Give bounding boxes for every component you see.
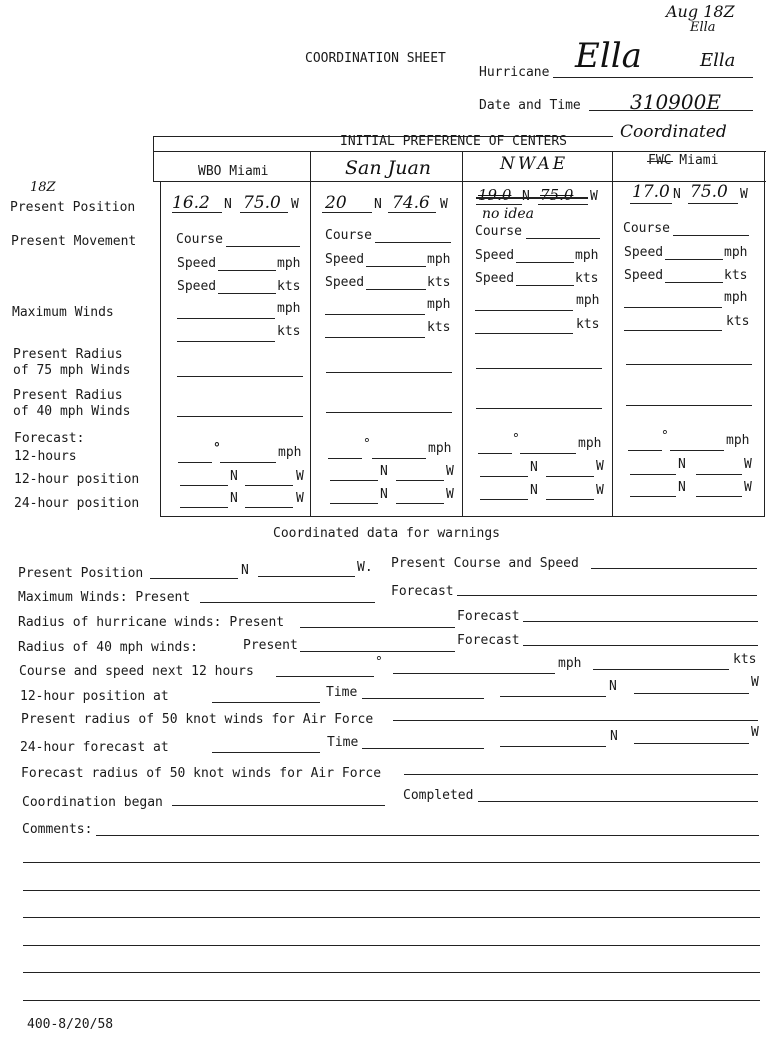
p12-w: W <box>596 459 604 474</box>
corner-note-name: Ella <box>690 20 716 35</box>
table-right-border <box>764 151 765 516</box>
maxwind-kts-unit: kts <box>576 317 600 332</box>
pos-lon-line <box>538 204 588 205</box>
speed-kts-line <box>665 282 723 283</box>
w-radius50-forecast: Forecast radius of 50 knot winds for Air Force <box>21 766 382 781</box>
w-cs12-mph: mph <box>558 656 582 671</box>
p12-n: N <box>678 457 686 472</box>
w-maxwind-line <box>200 602 375 603</box>
radius40-line <box>626 405 752 406</box>
maxwind-kts-line <box>624 330 722 331</box>
time-note: 18Z <box>30 180 56 195</box>
p12-n-line <box>330 480 378 481</box>
pos-lat: 17.0 <box>632 182 670 202</box>
fc-deg: ° <box>213 441 221 456</box>
w-12-w: W <box>751 675 759 690</box>
row-forecast: Forecast: <box>14 431 85 446</box>
p12-n-line <box>630 474 676 475</box>
w-forecast-1-line <box>457 595 757 596</box>
kts-unit: kts <box>724 268 748 283</box>
row-24-position: 24-hour position <box>14 496 140 511</box>
kts-unit: kts <box>575 271 599 286</box>
maxwind-mph-unit: mph <box>427 297 451 312</box>
w-radius50-present: Present radius of 50 knot winds for Air Force <box>21 712 374 727</box>
row-radius75-1: Present Radius <box>13 347 123 362</box>
row-12-hours: 12-hours <box>14 449 77 464</box>
fc-mph-line <box>520 453 576 454</box>
w-comments: Comments: <box>22 822 93 837</box>
w-present-course-speed: Present Course and Speed <box>391 556 579 571</box>
fwc-strike <box>647 161 673 162</box>
p12-w: W <box>446 464 454 479</box>
pos-lat-line <box>172 212 222 213</box>
p12-w: W <box>744 457 752 472</box>
radius75-line <box>326 372 452 373</box>
pos-w: W <box>291 197 299 212</box>
pos-lon: 75.0 <box>540 186 574 204</box>
w-comment-line-4 <box>23 917 760 918</box>
w-completed: Completed <box>403 788 474 803</box>
w-24-forecast-line <box>212 752 320 753</box>
p24-w-line <box>396 503 444 504</box>
course-label: Course <box>325 228 372 243</box>
warnings-heading: Coordinated data for warnings <box>273 526 500 541</box>
w-comment-line-2 <box>23 862 760 863</box>
w-coordination-began: Coordination began <box>22 795 163 810</box>
table-heading: INITIAL PREFERENCE OF CENTERS <box>340 134 567 149</box>
table-col-divider-2 <box>462 151 463 516</box>
w-comment-line-3 <box>23 890 760 891</box>
w-forecast-1: Forecast <box>391 584 454 599</box>
w-radius50-present-line <box>393 720 758 721</box>
p12-n: N <box>530 460 538 475</box>
w-radius-40: Radius of 40 mph winds: <box>18 640 199 655</box>
fc-deg-line <box>478 453 512 454</box>
row-present-movement: Present Movement <box>11 234 137 249</box>
pos-note: no idea <box>482 206 534 222</box>
course-label: Course <box>176 232 223 247</box>
fc-mph: mph <box>726 433 750 448</box>
fc-mph: mph <box>428 441 452 456</box>
maxwind-kts-unit: kts <box>277 324 301 339</box>
pos-lon-line <box>388 212 436 213</box>
radius40-line <box>326 412 452 413</box>
w-comment-line-5 <box>23 945 760 946</box>
maxwind-mph-unit: mph <box>277 301 301 316</box>
p24-n-line <box>330 503 378 504</box>
datetime-label: Date and Time <box>479 98 581 113</box>
w-comment-line-7 <box>23 1000 760 1001</box>
w-comment-line-1 <box>96 835 759 836</box>
w-maximum-winds: Maximum Winds: Present <box>18 590 191 605</box>
maxwind-mph-unit: mph <box>576 293 600 308</box>
row-present-position: Present Position <box>10 200 136 215</box>
table-bottom-border <box>160 516 765 517</box>
w-cs12-kts-line <box>593 669 729 670</box>
p24-n: N <box>530 483 538 498</box>
p12-n-line <box>180 485 228 486</box>
hurricane-line <box>553 77 753 78</box>
pos-w: W <box>740 187 748 202</box>
course-line <box>526 238 600 239</box>
pos-lon: 75.0 <box>243 193 281 213</box>
w-12-n-line <box>500 696 606 697</box>
w-present-pos-w: W. <box>357 560 373 575</box>
speed-kts-line <box>516 285 574 286</box>
course-line <box>673 235 749 236</box>
maxwind-mph-line <box>475 310 573 311</box>
pos-w: W <box>440 197 448 212</box>
mph-unit: mph <box>724 245 748 260</box>
p24-w: W <box>296 491 304 506</box>
maxwind-kts-line <box>325 337 425 338</box>
pos-lat-line <box>630 203 672 204</box>
kts-unit: kts <box>277 279 301 294</box>
w-12-w-line <box>634 693 749 694</box>
corner-note-name-2: Ella <box>700 50 736 71</box>
p12-w-line <box>245 485 293 486</box>
w-coordination-began-line <box>172 805 385 806</box>
row-12-position: 12-hour position <box>14 472 140 487</box>
fc-mph: mph <box>278 445 302 460</box>
maxwind-mph-unit: mph <box>724 290 748 305</box>
speed-kts-line <box>366 289 426 290</box>
page-title: COORDINATION SHEET <box>305 51 446 66</box>
speed-mph-label: Speed <box>325 252 365 267</box>
p24-n: N <box>678 480 686 495</box>
pos-n: N <box>224 197 232 212</box>
p24-n: N <box>230 491 238 506</box>
w-course-speed-line <box>591 568 757 569</box>
w-present-position: Present Position <box>18 566 144 581</box>
w-24-w: W <box>751 725 759 740</box>
hurricane-label: Hurricane <box>479 65 550 80</box>
table-heading-border <box>153 151 766 152</box>
coordinated-note: Coordinated <box>620 122 727 142</box>
fc-mph-line <box>372 458 426 459</box>
p24-w: W <box>596 483 604 498</box>
center-wbo-miami: WBO Miami <box>198 164 269 179</box>
maxwind-mph-line <box>177 318 275 319</box>
pos-lon: 75.0 <box>690 182 728 202</box>
p24-w: W <box>744 480 752 495</box>
table-col-divider-1 <box>310 151 311 516</box>
w-cs12-deg: ° <box>375 655 383 670</box>
w-24-time: Time <box>327 735 359 750</box>
row-radius40-1: Present Radius <box>13 388 123 403</box>
w-12-position-line <box>212 702 320 703</box>
fc-deg: ° <box>363 437 371 452</box>
speed-kts-label: Speed <box>624 268 664 283</box>
w-12-position: 12-hour position at <box>20 689 169 704</box>
speed-mph-label: Speed <box>177 256 217 271</box>
w-12-time-line <box>362 698 484 699</box>
fc-mph: mph <box>578 436 602 451</box>
p12-n-line <box>480 476 528 477</box>
center-san-juan: San Juan <box>345 157 432 179</box>
fc-deg: ° <box>512 432 520 447</box>
fc-deg-line <box>328 458 362 459</box>
maxwind-kts-unit: kts <box>726 314 750 329</box>
radius75-line <box>476 368 602 369</box>
form-number: 400-8/20/58 <box>27 1017 114 1032</box>
p24-n-line <box>180 507 228 508</box>
pos-n: N <box>522 189 530 204</box>
w-course-speed-12: Course and speed next 12 hours <box>19 664 254 679</box>
fc-mph-line <box>220 462 276 463</box>
p24-n-line <box>630 496 676 497</box>
w-forecast-3-line <box>523 645 758 646</box>
pos-lat-line <box>476 204 522 205</box>
pos-lat-line <box>322 212 372 213</box>
center-fwc-miami: FWC Miami <box>648 153 719 168</box>
p24-w: W <box>446 487 454 502</box>
speed-kts-label: Speed <box>325 275 365 290</box>
w-present-pos-n-line <box>150 578 238 579</box>
maxwind-kts-line <box>475 333 573 334</box>
mph-unit: mph <box>277 256 301 271</box>
mph-unit: mph <box>575 248 599 263</box>
pos-lon: 74.6 <box>392 193 430 213</box>
table-header-border <box>153 181 766 182</box>
speed-kts-line <box>218 293 276 294</box>
w-forecast-3: Forecast <box>457 633 520 648</box>
row-maximum-winds: Maximum Winds <box>12 305 114 320</box>
datetime-value: 310900E <box>630 90 721 114</box>
maxwind-mph-line <box>624 307 722 308</box>
p24-n: N <box>380 487 388 502</box>
w-12-time: Time <box>326 685 358 700</box>
w-present-pos-w-line <box>258 576 355 577</box>
center-nwae: NWAE <box>500 154 569 174</box>
w-radius-40-present: Present <box>243 638 298 653</box>
w-cs12-mph-line <box>393 673 555 674</box>
w-radius-40-line <box>300 651 455 652</box>
maxwind-mph-line <box>325 314 425 315</box>
radius40-line <box>177 416 303 417</box>
w-radius-hurricane-line <box>300 627 455 628</box>
speed-mph-line <box>218 270 276 271</box>
w-radius50-forecast-line <box>404 774 758 775</box>
maxwind-kts-line <box>177 341 275 342</box>
pos-n: N <box>673 187 681 202</box>
w-24-n-line <box>500 746 606 747</box>
table-col-divider-3 <box>612 151 613 516</box>
row-radius75-2: of 75 mph Winds <box>13 363 131 378</box>
pos-lat: 20 <box>325 193 347 213</box>
radius75-line <box>177 376 303 377</box>
pos-lat: 16.2 <box>172 193 210 213</box>
p12-w: W <box>296 469 304 484</box>
w-cs12-kts: kts <box>733 652 757 667</box>
table-left-border <box>153 136 154 181</box>
hurricane-value: Ella <box>575 36 642 76</box>
pos-lat: 19.0 <box>478 186 512 204</box>
speed-kts-label: Speed <box>475 271 515 286</box>
p12-w-line <box>546 476 594 477</box>
speed-mph-line <box>665 259 723 260</box>
fc-mph-line <box>670 450 724 451</box>
radius75-line <box>626 364 752 365</box>
w-cs12-course-line <box>276 676 374 677</box>
pos-lon-line <box>240 212 288 213</box>
pos-w: W <box>590 189 598 204</box>
fc-deg-line <box>178 462 212 463</box>
course-line <box>375 242 451 243</box>
p24-w-line <box>546 499 594 500</box>
speed-mph-label: Speed <box>475 248 515 263</box>
course-line <box>226 246 300 247</box>
course-label: Course <box>623 221 670 236</box>
p12-w-line <box>696 474 742 475</box>
radius40-line <box>476 408 602 409</box>
pos-lon-line <box>688 203 738 204</box>
w-present-pos-n: N <box>241 563 249 578</box>
corner-note-date: Aug 18Z <box>666 2 735 21</box>
w-24-time-line <box>362 748 484 749</box>
w-radius-hurricane: Radius of hurricane winds: Present <box>18 615 285 630</box>
p12-n: N <box>230 469 238 484</box>
speed-kts-label: Speed <box>177 279 217 294</box>
w-24-n: N <box>610 729 618 744</box>
kts-unit: kts <box>427 275 451 290</box>
p24-w-line <box>696 496 742 497</box>
speed-mph-line <box>366 266 426 267</box>
speed-mph-label: Speed <box>624 245 664 260</box>
p24-w-line <box>245 507 293 508</box>
w-forecast-2-line <box>523 621 758 622</box>
p24-n-line <box>480 499 528 500</box>
speed-mph-line <box>516 262 574 263</box>
fc-deg-line <box>628 450 662 451</box>
pos-strike <box>476 197 588 199</box>
course-label: Course <box>475 224 522 239</box>
w-24-forecast: 24-hour forecast at <box>20 740 169 755</box>
fc-deg: ° <box>661 429 669 444</box>
table-col-left-border <box>160 181 161 516</box>
w-12-n: N <box>609 679 617 694</box>
row-radius40-2: of 40 mph Winds <box>13 404 131 419</box>
w-forecast-2: Forecast <box>457 609 520 624</box>
mph-unit: mph <box>427 252 451 267</box>
p12-n: N <box>380 464 388 479</box>
w-comment-line-6 <box>23 972 760 973</box>
pos-n: N <box>374 197 382 212</box>
w-24-w-line <box>634 743 749 744</box>
p12-w-line <box>396 480 444 481</box>
w-completed-line <box>478 801 758 802</box>
maxwind-kts-unit: kts <box>427 320 451 335</box>
